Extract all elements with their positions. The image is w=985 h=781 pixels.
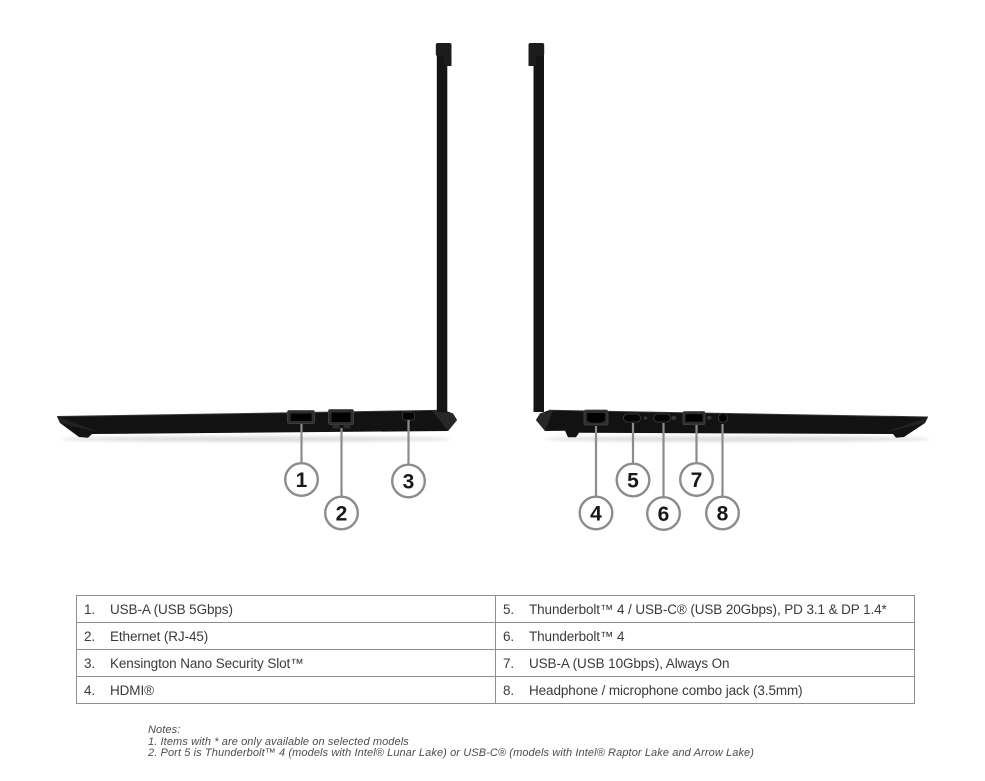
laptop-left-lid-cap [436,43,452,56]
laptop-left-base [57,410,457,438]
row-label: HDMI® [110,682,154,698]
row-label: Kensington Nano Security Slot™ [110,655,304,671]
callout-4-number: 4 [590,502,602,526]
row-number: 6. [503,628,515,644]
laptop-left-side-view [57,43,457,529]
table-row [77,596,495,623]
hdmi-port [584,410,608,425]
callout-3-number: 3 [402,470,415,494]
notes-line: 2. Port 5 is Thunderbolt™ 4 (models with Intel® Lunar Lake) or USB-C® (models with Intel® Raptor Lake and Arrow Lake) [148,747,755,760]
laptop-left-lid-tab [444,55,452,66]
table-row [77,677,495,703]
row-label: Thunderbolt™ 4 / USB-C® (USB 20Gbps), PD 3.1 & DP 1.4* [529,601,887,617]
row-label: Headphone / microphone combo jack (3.5mm) [529,682,803,698]
table-row [496,650,914,677]
port-table [76,595,915,704]
laptop-right-side-view [529,43,931,530]
row-number: 8. [503,682,515,698]
callout-1 [285,424,318,496]
laptop-right-lid-tab [529,55,537,66]
callout-6-number: 6 [657,503,670,526]
row-number: 5. [503,601,515,617]
laptop-right-lid-cap [529,43,545,56]
callout-7-number: 7 [690,469,703,492]
callout-2 [325,428,358,529]
row-number: 7. [503,655,515,671]
row-number: 2. [84,628,96,644]
table-row [77,650,495,677]
callout-8-number: 8 [716,502,729,526]
row-label: Thunderbolt™ 4 [529,628,625,644]
port-table-right-column [495,596,914,703]
laptop-left-lid [437,50,448,412]
callout-2-number: 2 [335,502,348,526]
laptop-right-shadow [544,436,930,442]
laptop-left-shadow [60,436,452,442]
row-number: 3. [84,655,96,671]
table-row [496,623,914,650]
laptop-right-lid [534,50,545,412]
row-number: 4. [84,682,96,698]
kensington-slot [403,412,415,420]
notes-heading: Notes: [148,724,181,736]
table-row [77,623,495,650]
port-table-left-column [77,596,495,703]
row-label: USB-A (USB 10Gbps), Always On [529,655,730,671]
headphone-jack-port [718,413,727,422]
row-label: USB-A (USB 5Gbps) [110,601,233,617]
notes [148,725,754,760]
callout-3 [392,420,425,497]
callout-7 [680,425,713,496]
row-label: Ethernet (RJ-45) [110,628,209,644]
callout-4 [580,426,613,529]
callout-5 [617,423,650,496]
usb-a-port-left [288,411,315,424]
callout-5-number: 5 [627,469,639,493]
notes-line: 1. Items with * are only available on selected models [148,735,409,748]
callout-1-number: 1 [295,469,308,492]
table-row [496,596,914,623]
row-number: 1. [84,601,96,617]
table-row [496,677,914,703]
